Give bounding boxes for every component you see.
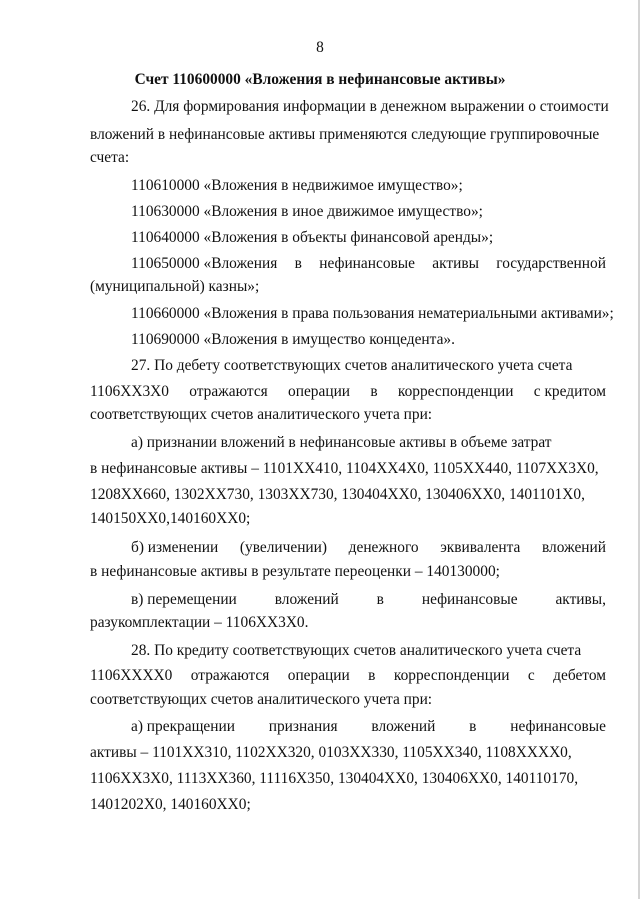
word: 1106ХХХХ0 <box>90 667 173 684</box>
p26-line-3: счета: <box>90 149 130 166</box>
p28-line-3: соответствующих счетов аналитического учета при: <box>90 691 433 708</box>
word: операции <box>287 667 350 684</box>
word: нефинансовые <box>510 718 606 735</box>
word: вложений <box>541 539 606 556</box>
word: в) перемещении <box>131 591 237 608</box>
word: в <box>370 383 378 400</box>
account-item: 110690000 «Вложения в имущество концедента». <box>131 331 455 348</box>
p27-c-line-2: разукомплектации – 1106ХХ3Х0. <box>90 614 309 631</box>
p27-a-line-2: в нефинансовые активы – 1101ХХ410, 1104ХХ4Х0, 1105ХХ440, 1107ХХ3Х0, <box>90 460 599 477</box>
word: корреспонденции <box>397 383 514 400</box>
p28-a-line-4: 1401202Х0, 140160ХХ0; <box>90 796 251 813</box>
p27-b-line-2: в нефинансовые активы в результате переоценки – 140130000; <box>90 563 500 580</box>
word: в <box>294 255 302 272</box>
word: б) изменении <box>131 539 219 556</box>
word: активы <box>432 255 479 272</box>
account-item: 110610000 «Вложения в недвижимое имущество»; <box>131 177 463 194</box>
word: 110650000 «Вложения <box>131 255 278 272</box>
word: вложений <box>371 718 436 735</box>
p27-line-1: 27. По дебету соответствующих счетов аналитического учета счета <box>131 357 573 374</box>
p26-line-2: вложений в нефинансовые активы применяются следующие группировочные <box>90 126 600 143</box>
p28-line-2 <box>90 667 606 685</box>
p28-line-1: 28. По кредиту соответствующих счетов аналитического учета счета <box>131 642 582 659</box>
word: (увеличении) <box>239 539 328 556</box>
word: операции <box>288 383 351 400</box>
p27-line-2 <box>90 383 606 401</box>
word: с кредитом <box>533 383 606 400</box>
word: в <box>469 718 477 735</box>
p28-a-line-3: 1106ХХ3Х0, 1113ХХ360, 11116Х350, 130404ХХ0, 130406ХХ0, 140110170, <box>90 770 579 787</box>
p27-b-line-1 <box>131 539 606 557</box>
word: в <box>368 667 376 684</box>
word: в <box>376 591 384 608</box>
word: нефинансовые <box>421 591 518 608</box>
word: вложений <box>274 591 339 608</box>
account-item: 110630000 «Вложения в иное движимое имущество»; <box>131 203 483 220</box>
section-title: Счет 110600000 «Вложения в нефинансовые активы» <box>134 71 506 88</box>
word: отражаются <box>190 667 270 684</box>
account-item-continued: (муниципальной) казны»; <box>90 278 260 295</box>
p26-line-1: 26. Для формирования информации в денежном выражении о стоимости <box>131 98 609 115</box>
word: а) прекращении <box>131 718 235 735</box>
word: корреспонденции <box>393 667 510 684</box>
word: эквивалента <box>440 539 521 556</box>
p27-a-line-3: 1208ХХ660, 1302ХХ730, 1303ХХ730, 130404ХХ0, 130406ХХ0, 1401101Х0, <box>90 486 585 503</box>
page-number: 8 <box>316 39 324 56</box>
p27-line-3: соответствующих счетов аналитического учета при: <box>90 406 433 423</box>
word: с <box>527 667 535 684</box>
account-item: 110640000 «Вложения в объекты финансовой аренды»; <box>131 229 494 246</box>
account-item: 110660000 «Вложения в права пользования нематериальными активами»; <box>131 305 614 322</box>
word: дебетом <box>553 667 606 684</box>
word: 1106ХХ3Х0 <box>90 383 169 400</box>
p28-a-line-2: активы – 1101ХХ310, 1102ХХ320, 0103ХХ330, 1105ХХ340, 1108ХХХХ0, <box>90 744 572 761</box>
word: отражаются <box>189 383 268 400</box>
p27-c-line-1 <box>131 591 606 609</box>
p27-a-line-1: а) признании вложений в нефинансовые активы в объеме затрат <box>131 434 552 451</box>
word: активы, <box>555 591 606 608</box>
word: государственной <box>496 255 606 272</box>
word: нефинансовые <box>319 255 415 272</box>
word: признания <box>268 718 338 735</box>
word: денежного <box>348 539 419 556</box>
p27-a-line-4: 140150ХХ0,140160ХХ0; <box>90 510 251 527</box>
p28-a-line-1 <box>131 718 606 736</box>
account-item-justified <box>131 255 606 273</box>
